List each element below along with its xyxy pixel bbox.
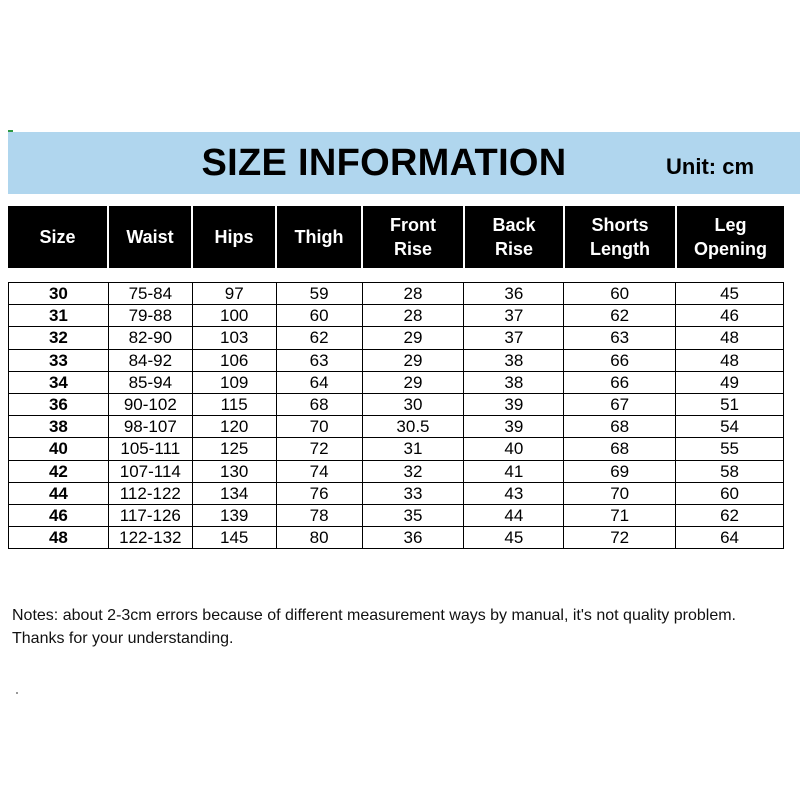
column-header-line: Waist (126, 227, 174, 247)
table-row (9, 305, 784, 327)
table-row (9, 371, 784, 393)
measurement-cell: 29 (362, 371, 464, 393)
measurement-cell: 48 (676, 327, 784, 349)
size-cell: 33 (9, 349, 109, 371)
measurement-cell: 37 (464, 327, 564, 349)
measurement-cell: 30 (362, 393, 464, 415)
measurement-cell: 43 (464, 482, 564, 504)
measurement-cell: 90-102 (108, 393, 192, 415)
measurement-cell: 37 (464, 305, 564, 327)
size-cell: 30 (9, 283, 109, 305)
measurement-cell: 63 (564, 327, 676, 349)
title-banner (8, 132, 800, 194)
column-header-line: Rise (393, 239, 433, 259)
measurement-cell: 80 (276, 527, 362, 549)
measurement-cell: 120 (192, 416, 276, 438)
measurement-cell: 60 (676, 482, 784, 504)
column-header-line: Hips (214, 227, 254, 247)
thanks-text: Thanks for your understanding. (12, 630, 234, 647)
measurement-cell: 107-114 (108, 460, 192, 482)
measurement-cell: 46 (676, 305, 784, 327)
measurement-cell: 68 (564, 416, 676, 438)
measurement-cell: 71 (564, 504, 676, 526)
table-row (9, 527, 784, 549)
measurement-cell: 60 (276, 305, 362, 327)
measurement-cell: 29 (362, 349, 464, 371)
table-row (9, 460, 784, 482)
table-row (9, 283, 784, 305)
measurement-cell: 145 (192, 527, 276, 549)
measurement-cell: 103 (192, 327, 276, 349)
measurement-cell: 54 (676, 416, 784, 438)
table-row (9, 482, 784, 504)
measurement-cell: 125 (192, 438, 276, 460)
column-header (464, 206, 564, 268)
measurement-cell: 40 (464, 438, 564, 460)
measurement-cell: 35 (362, 504, 464, 526)
size-cell: 48 (9, 527, 109, 549)
size-cell: 46 (9, 504, 109, 526)
column-header (276, 206, 362, 268)
measurement-cell: 98-107 (108, 416, 192, 438)
measurement-cell: 115 (192, 393, 276, 415)
page-title: SIZE INFORMATION (201, 142, 567, 184)
column-header (676, 206, 784, 268)
measurement-cell: 60 (564, 283, 676, 305)
table-row (9, 416, 784, 438)
measurement-cell: 49 (676, 371, 784, 393)
measurement-cell: 64 (676, 527, 784, 549)
measurement-cell: 38 (464, 349, 564, 371)
column-header-line: Thigh (294, 227, 344, 247)
measurement-cell: 51 (676, 393, 784, 415)
measurement-cell: 45 (464, 527, 564, 549)
measurement-cell: 39 (464, 416, 564, 438)
size-cell: 40 (9, 438, 109, 460)
table-row (9, 327, 784, 349)
column-header (564, 206, 676, 268)
table-row (9, 438, 784, 460)
measurement-cell: 130 (192, 460, 276, 482)
column-header-line: Length (590, 239, 650, 259)
measurement-cell: 84-92 (108, 349, 192, 371)
measurement-cell: 74 (276, 460, 362, 482)
measurement-cell: 97 (192, 283, 276, 305)
measurement-cell: 70 (276, 416, 362, 438)
size-cell: 44 (9, 482, 109, 504)
measurement-cell: 33 (362, 482, 464, 504)
measurement-cell: 68 (564, 438, 676, 460)
measurement-cell: 66 (564, 371, 676, 393)
measurement-cell: 41 (464, 460, 564, 482)
size-cell: 34 (9, 371, 109, 393)
measurement-cell: 75-84 (108, 283, 192, 305)
column-header-line: Opening (694, 239, 767, 259)
measurement-cell: 29 (362, 327, 464, 349)
measurement-cell: 117-126 (108, 504, 192, 526)
column-header-line: Size (39, 227, 76, 247)
unit-label: Unit: cm (666, 154, 754, 179)
measurement-cell: 67 (564, 393, 676, 415)
measurement-cell: 68 (276, 393, 362, 415)
size-cell: 36 (9, 393, 109, 415)
measurement-cell: 66 (564, 349, 676, 371)
measurement-cell: 109 (192, 371, 276, 393)
measurement-cell: 39 (464, 393, 564, 415)
size-cell: 32 (9, 327, 109, 349)
measurement-cell: 106 (192, 349, 276, 371)
measurement-cell: 100 (192, 305, 276, 327)
column-header-line: Shorts (591, 215, 649, 235)
column-header (8, 206, 108, 268)
notes (12, 604, 782, 650)
notes-text: Notes: about 2-3cm errors because of different measurement ways by manual, it's not quality problem. (12, 607, 736, 624)
measurement-cell: 62 (564, 305, 676, 327)
measurement-cell: 64 (276, 371, 362, 393)
measurement-cell: 44 (464, 504, 564, 526)
column-header (108, 206, 192, 268)
measurement-cell: 76 (276, 482, 362, 504)
measurement-cell: 105-111 (108, 438, 192, 460)
measurement-cell: 85-94 (108, 371, 192, 393)
measurement-cell: 36 (362, 527, 464, 549)
table-row (9, 349, 784, 371)
measurement-cell: 78 (276, 504, 362, 526)
measurement-cell: 28 (362, 305, 464, 327)
measurement-cell: 69 (564, 460, 676, 482)
size-cell: 38 (9, 416, 109, 438)
measurement-cell: 79-88 (108, 305, 192, 327)
measurement-cell: 30.5 (362, 416, 464, 438)
size-table-header (8, 206, 784, 268)
column-header-line: Leg (714, 215, 747, 235)
size-cell: 31 (9, 305, 109, 327)
measurement-cell: 63 (276, 349, 362, 371)
column-header (362, 206, 464, 268)
stray-dot (16, 692, 18, 694)
measurement-cell: 38 (464, 371, 564, 393)
measurement-cell: 31 (362, 438, 464, 460)
measurement-cell: 82-90 (108, 327, 192, 349)
measurement-cell: 55 (676, 438, 784, 460)
measurement-cell: 48 (676, 349, 784, 371)
header-row (8, 206, 784, 268)
measurement-cell: 62 (276, 327, 362, 349)
measurement-cell: 112-122 (108, 482, 192, 504)
measurement-cell: 59 (276, 283, 362, 305)
size-cell: 42 (9, 460, 109, 482)
column-header (192, 206, 276, 268)
column-header-line: Rise (494, 239, 534, 259)
table-row (9, 393, 784, 415)
measurement-cell: 36 (464, 283, 564, 305)
column-header-line: Back (492, 215, 536, 235)
measurement-cell: 62 (676, 504, 784, 526)
measurement-cell: 139 (192, 504, 276, 526)
measurement-cell: 70 (564, 482, 676, 504)
measurement-cell: 72 (276, 438, 362, 460)
measurement-cell: 122-132 (108, 527, 192, 549)
measurement-cell: 45 (676, 283, 784, 305)
measurement-cell: 72 (564, 527, 676, 549)
measurement-cell: 28 (362, 283, 464, 305)
table-row (9, 504, 784, 526)
size-table (8, 282, 784, 549)
column-header-line: Front (390, 215, 436, 235)
measurement-cell: 134 (192, 482, 276, 504)
measurement-cell: 32 (362, 460, 464, 482)
measurement-cell: 58 (676, 460, 784, 482)
